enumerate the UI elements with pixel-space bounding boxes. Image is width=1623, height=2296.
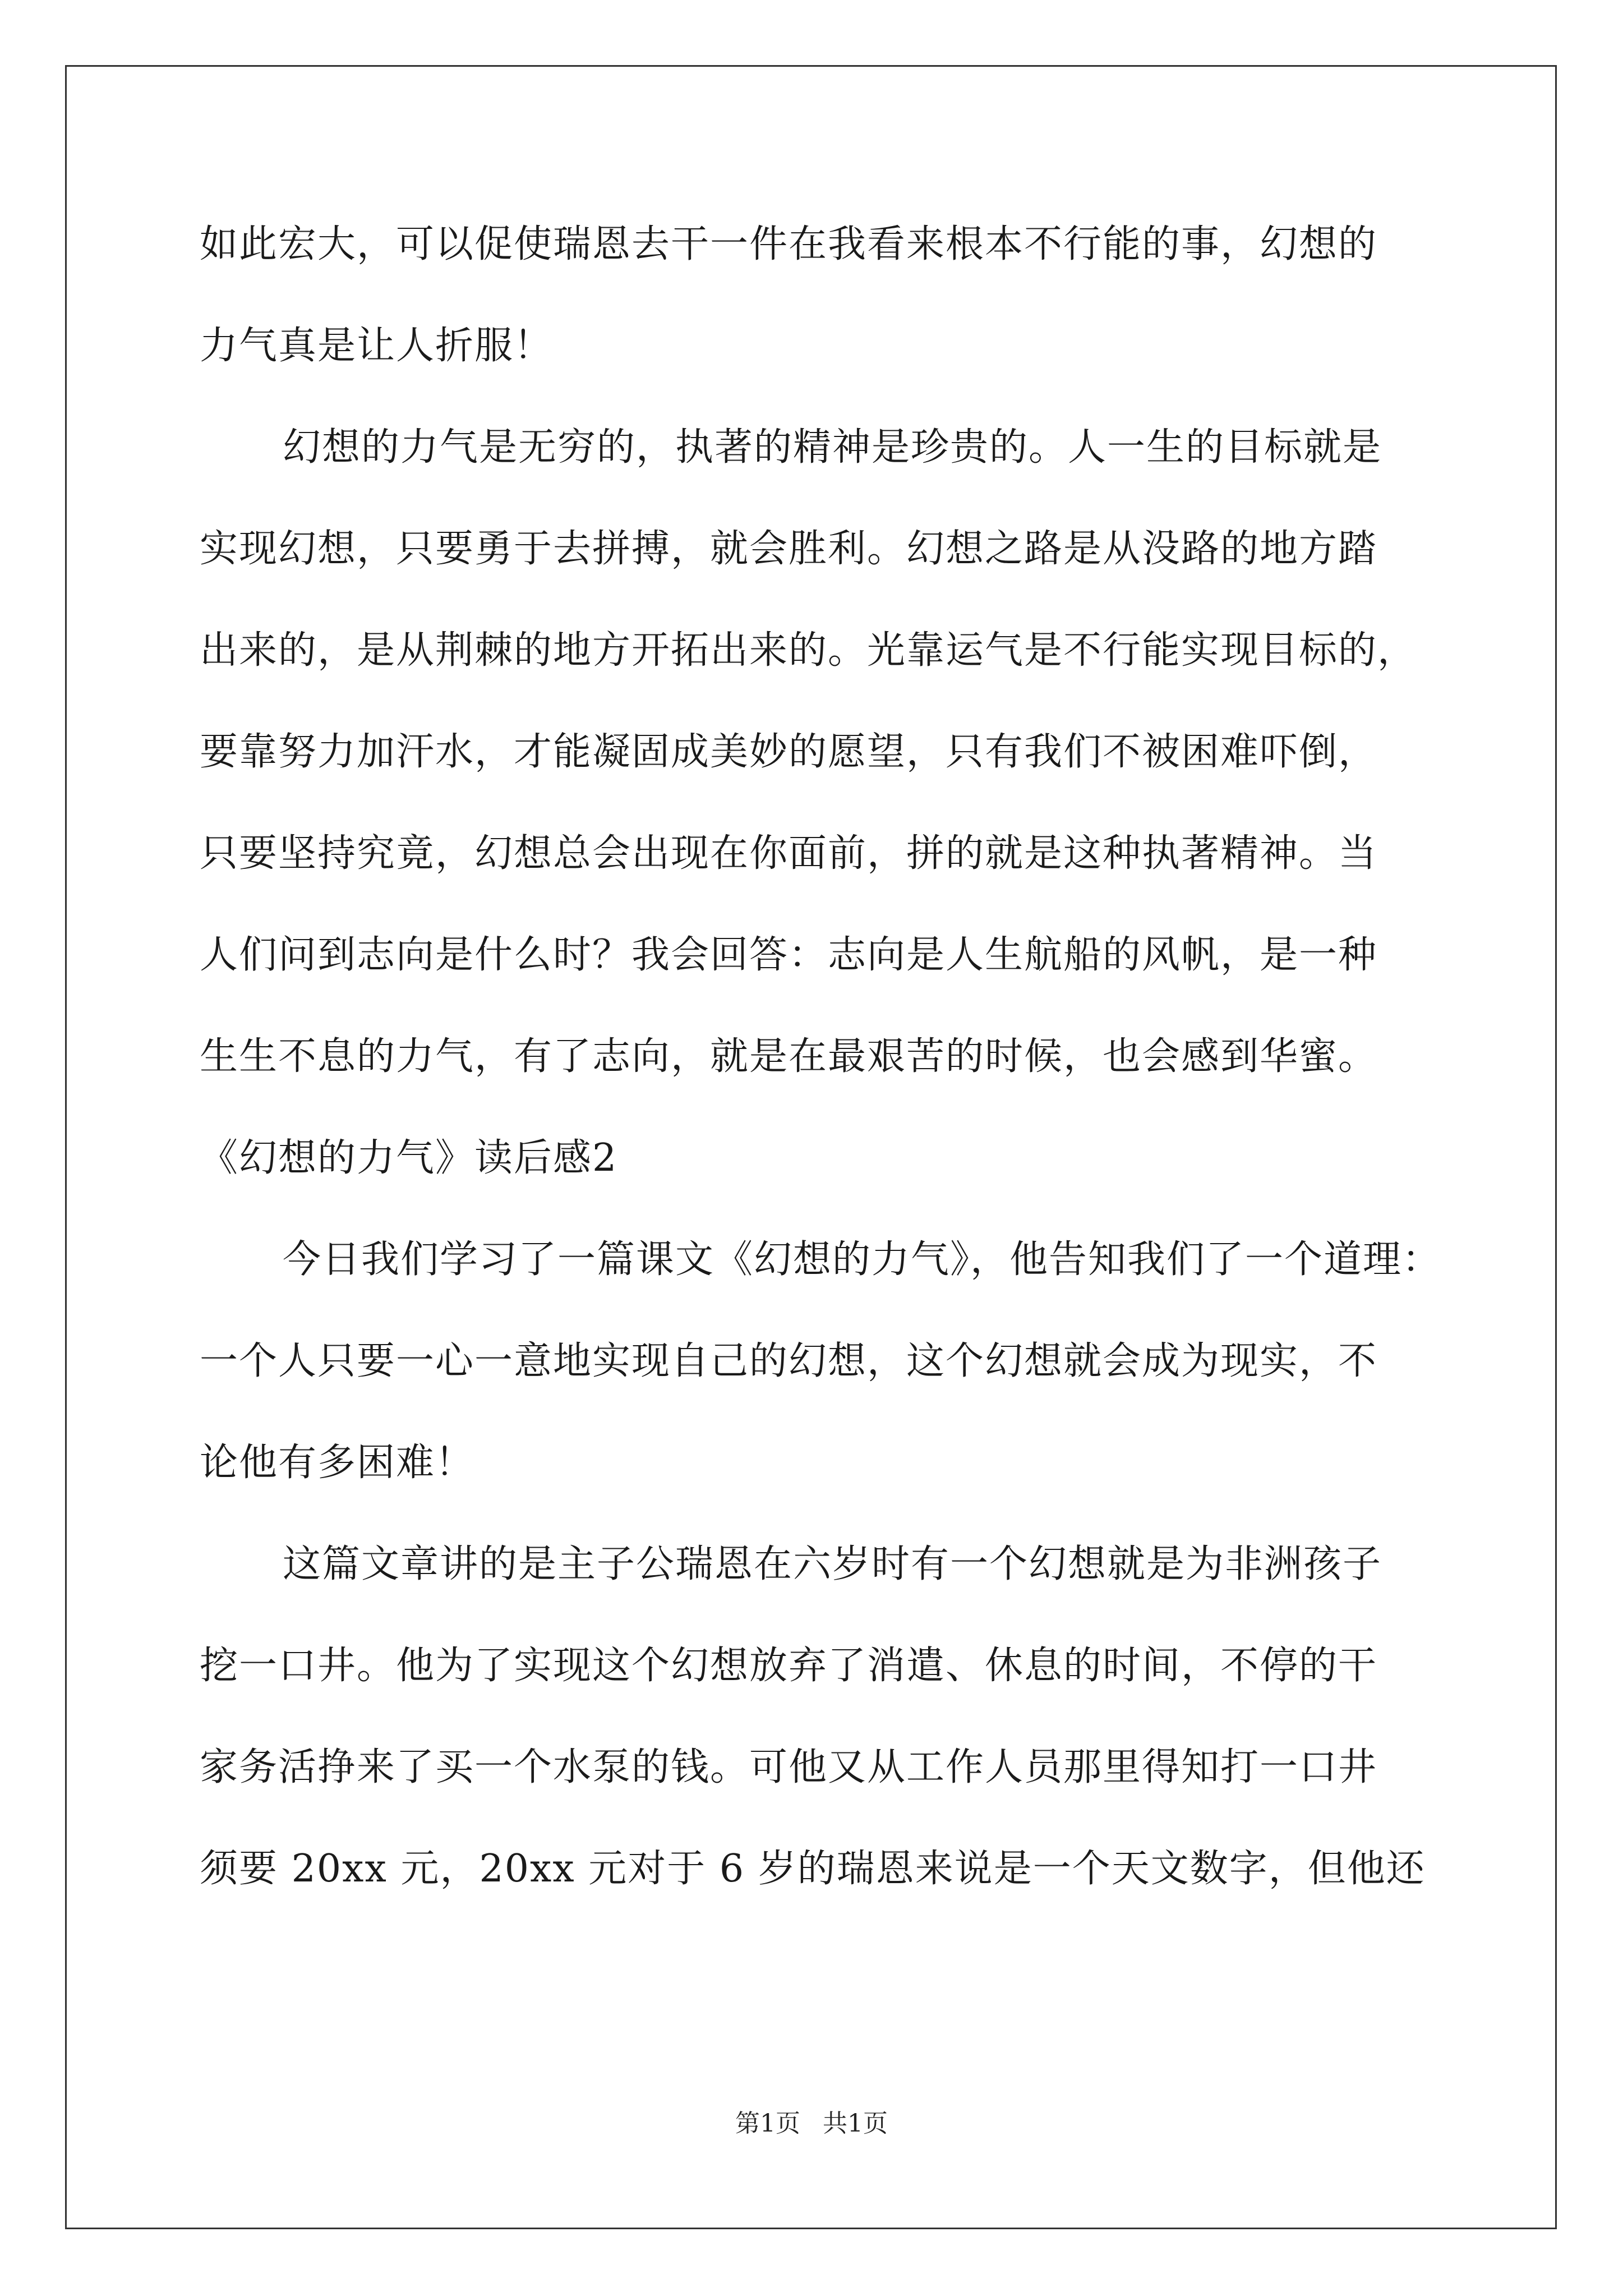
page-total: 共1页	[823, 2109, 888, 2138]
paragraph-start-line: 这篇文章讲的是主子公瑞恩在六岁时有一个幻想就是为非洲孩子	[283, 1542, 1382, 1586]
text-line: 论他有多困难！	[200, 1441, 475, 1485]
document-body	[200, 211, 1442, 1937]
text-line: 生生不息的力气，有了志向，就是在最艰苦的时候，也会感到华蜜。	[200, 1034, 1378, 1079]
section-heading: 《幻想的力气》读后感2	[200, 1136, 618, 1180]
text-line: 如此宏大，可以促使瑞恩去干一件在我看来根本不行能的事，幻想的	[200, 222, 1378, 266]
text-line: 只要坚持究竟，幻想总会出现在你面前，拼的就是这种执著精神。当	[200, 831, 1378, 876]
text-line: 人们问到志向是什么时？我会回答：志向是人生航船的风帆，是一种	[200, 933, 1378, 977]
text-line: 要靠努力加汗水，才能凝固成美妙的愿望，只有我们不被困难吓倒，	[200, 730, 1378, 774]
text-line: 一个人只要一心一意地实现自己的幻想，这个幻想就会成为现实，不	[200, 1339, 1378, 1383]
text-line: 力气真是让人折服！	[200, 324, 554, 368]
text-line: 须要 20xx 元，20xx 元对于 6 岁的瑞恩来说是一个天文数字，但他还	[200, 1847, 1426, 1891]
text-line: 家务活挣来了买一个水泵的钱。可他又从工作人员那里得知打一口井	[200, 1745, 1378, 1789]
text-line: 挖一口井。他为了实现这个幻想放弃了消遣、休息的时间，不停的干	[200, 1644, 1378, 1688]
paragraph-start-line: 今日我们学习了一篇课文《幻想的力气》，他告知我们了一个道理：	[283, 1237, 1442, 1282]
text-line: 出来的，是从荆棘的地方开拓出来的。光靠运气是不行能实现目标的，	[200, 628, 1417, 673]
page-number: 第1页	[735, 2109, 800, 2138]
page-footer	[0, 2107, 1623, 2141]
paragraph-start-line: 幻想的力气是无穷的，执著的精神是珍贵的。人一生的目标就是	[283, 425, 1382, 470]
text-line: 实现幻想，只要勇于去拼搏，就会胜利。幻想之路是从没路的地方踏	[200, 527, 1378, 571]
